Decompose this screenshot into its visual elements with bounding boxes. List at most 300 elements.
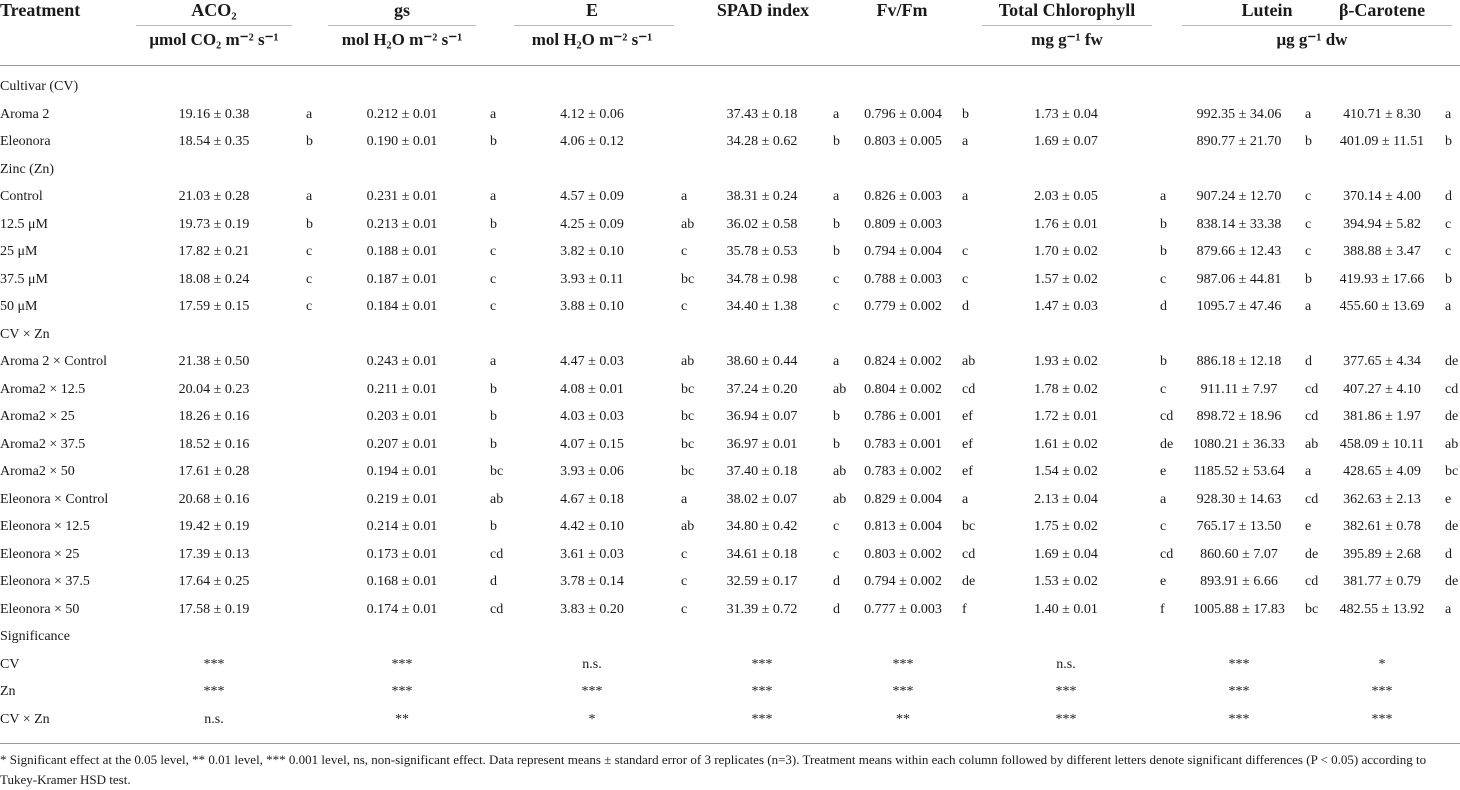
cell-gs-letter: b	[490, 216, 497, 232]
cell-e-value: 4.25 ± 0.09	[560, 216, 624, 232]
cell-fvfm-letter: f	[962, 601, 967, 617]
header-e: E	[585, 0, 599, 20]
cell-aco2-letter: a	[306, 106, 313, 122]
cell-gs-value: 0.187 ± 0.01	[366, 271, 438, 287]
row-label: CV	[0, 656, 20, 672]
cell-gs-value: 0.212 ± 0.01	[366, 106, 438, 122]
cell-spad-value: 37.40 ± 0.18	[726, 464, 798, 479]
unit-lutein-carotene: μg g⁻¹ dw	[1276, 30, 1348, 49]
cell-gs-letter: b	[490, 519, 497, 534]
cell-spad-value: 31.39 ± 0.72	[726, 601, 798, 617]
cell-chl-value: 1.57 ± 0.02	[1034, 271, 1098, 287]
cell-gs-value: 0.211 ± 0.01	[366, 381, 438, 397]
cell-gs-value: 0.207 ± 0.01	[366, 436, 438, 452]
cell-gs-value: 0.174 ± 0.01	[366, 601, 438, 617]
cell-chl-value: 1.73 ± 0.04	[1034, 106, 1098, 122]
cell-spad-letter: d	[833, 574, 840, 589]
cell-e-letter: bc	[681, 381, 695, 397]
cell-spad-value: 36.97 ± 0.01	[726, 436, 798, 452]
cell-gs-letter: b	[490, 409, 497, 424]
cell-spad-significance: ***	[751, 684, 773, 699]
cell-spad-significance: ***	[751, 656, 773, 672]
cell-gs-value: 0.190 ± 0.01	[366, 134, 438, 149]
cell-gs-letter: a	[490, 106, 497, 122]
cell-spad-letter: b	[833, 436, 840, 452]
cell-gs-value: 0.173 ± 0.01	[366, 546, 438, 562]
cell-spad-letter: b	[833, 409, 840, 424]
cell-chl-value: 1.78 ± 0.02	[1034, 381, 1098, 397]
cell-lutein-value: 765.17 ± 13.50	[1196, 519, 1282, 534]
cell-fvfm-value: 0.803 ± 0.005	[864, 134, 942, 149]
cell-e-value: 4.12 ± 0.06	[560, 106, 624, 122]
cell-carotene-value: 458.09 ± 10.11	[1339, 436, 1425, 452]
row-label: CV × Zn	[0, 711, 50, 727]
cell-gs-value: 0.168 ± 0.01	[366, 574, 438, 589]
row-label: 50 μM	[0, 299, 38, 314]
cell-fvfm-value: 0.829 ± 0.004	[864, 491, 942, 507]
cell-fvfm-letter: de	[962, 574, 976, 589]
cell-gs-letter: b	[490, 381, 497, 397]
cell-lutein-letter: c	[1305, 244, 1312, 259]
cell-fvfm-value: 0.779 ± 0.002	[864, 299, 942, 314]
row-label: Aroma2 × 25	[0, 409, 75, 424]
cell-e-significance: ***	[581, 684, 603, 699]
cell-e-letter: c	[681, 546, 688, 562]
cell-lutein-letter: d	[1305, 354, 1312, 369]
cell-lutein-letter: c	[1305, 189, 1312, 204]
cell-e-value: 4.47 ± 0.03	[560, 354, 624, 369]
cell-aco2-significance: ***	[203, 656, 225, 672]
header-gs: gs	[393, 0, 411, 20]
cell-gs-letter: c	[490, 299, 497, 314]
cell-gs-significance: ***	[391, 684, 413, 699]
row-label: Aroma2 × 37.5	[0, 436, 86, 452]
cell-gs-letter: cd	[490, 601, 504, 617]
cell-spad-letter: ab	[833, 381, 847, 397]
header-underline-gs	[328, 25, 476, 26]
cell-spad-letter: a	[833, 189, 840, 204]
cell-chl-letter: c	[1160, 271, 1167, 287]
cell-lutein-letter: a	[1305, 106, 1312, 122]
cell-chl-letter: c	[1160, 381, 1167, 397]
cell-aco2-letter: c	[306, 271, 313, 287]
cell-carotene-value: 428.65 ± 4.09	[1343, 464, 1421, 479]
cell-e-value: 4.67 ± 0.18	[560, 491, 624, 507]
group-heading: Zinc (Zn)	[0, 161, 55, 177]
cell-gs-letter: a	[490, 189, 497, 204]
cell-spad-value: 34.40 ± 1.38	[726, 299, 798, 314]
cell-spad-letter: a	[833, 106, 840, 122]
cell-spad-value: 35.78 ± 0.53	[726, 244, 798, 259]
cell-fvfm-value: 0.794 ± 0.002	[864, 574, 942, 589]
cell-e-value: 3.93 ± 0.11	[560, 271, 624, 287]
cell-gs-value: 0.194 ± 0.01	[366, 464, 438, 479]
cell-chl-letter: b	[1160, 216, 1167, 232]
cell-e-value: 3.61 ± 0.03	[560, 546, 624, 562]
cell-e-letter: a	[681, 189, 688, 204]
cell-e-value: 4.57 ± 0.09	[560, 189, 624, 204]
cell-carotene-letter: bc	[1445, 464, 1459, 479]
cell-fvfm-value: 0.786 ± 0.001	[864, 409, 942, 424]
cell-e-letter: c	[681, 299, 688, 314]
cell-chl-letter: d	[1160, 299, 1167, 314]
cell-spad-letter: ab	[833, 491, 847, 507]
cell-aco2-letter: b	[306, 216, 313, 232]
cell-gs-value: 0.214 ± 0.01	[366, 519, 438, 534]
row-label: Eleonora × 25	[0, 546, 80, 562]
cell-aco2-value: 18.52 ± 0.16	[178, 436, 250, 452]
cell-aco2-value: 18.08 ± 0.24	[178, 271, 250, 287]
cell-chl-value: 1.69 ± 0.07	[1034, 134, 1098, 149]
cell-carotene-value: 377.65 ± 4.34	[1343, 354, 1421, 369]
cell-carotene-letter: d	[1445, 189, 1452, 204]
cell-carotene-letter: b	[1445, 134, 1452, 149]
row-label: Eleonora × 37.5	[0, 574, 90, 589]
cell-aco2-value: 18.54 ± 0.35	[178, 134, 250, 149]
cell-fvfm-letter: a	[962, 189, 969, 204]
cell-fvfm-significance: **	[896, 711, 910, 727]
cell-fvfm-value: 0.777 ± 0.003	[864, 601, 942, 617]
cell-chl-letter: f	[1160, 601, 1165, 617]
cell-e-letter: ab	[681, 354, 695, 369]
cell-e-value: 4.06 ± 0.12	[560, 134, 624, 149]
cell-gs-letter: a	[490, 354, 497, 369]
cell-carotene-value: 388.88 ± 3.47	[1343, 244, 1421, 259]
cell-gs-letter: b	[490, 436, 497, 452]
cell-spad-value: 38.60 ± 0.44	[726, 354, 798, 369]
cell-lutein-value: 860.60 ± 7.07	[1200, 546, 1278, 562]
cell-aco2-value: 20.04 ± 0.23	[178, 381, 250, 397]
cell-fvfm-value: 0.783 ± 0.001	[864, 436, 942, 452]
unit-chl: mg g⁻¹ fw	[1031, 30, 1103, 49]
unit-e: mol H₂O m⁻² s⁻¹	[531, 30, 653, 49]
cell-aco2-value: 17.64 ± 0.25	[178, 574, 250, 589]
cell-fvfm-value: 0.783 ± 0.002	[864, 464, 942, 479]
cell-aco2-value: 17.58 ± 0.19	[178, 601, 250, 617]
cell-chl-value: 2.03 ± 0.05	[1034, 189, 1098, 204]
cell-aco2-value: 19.73 ± 0.19	[178, 216, 250, 232]
cell-chl-significance: ***	[1055, 711, 1077, 727]
cell-carotene-letter: ab	[1445, 436, 1459, 452]
group-heading: Significance	[0, 629, 70, 644]
cell-e-letter: bc	[681, 409, 695, 424]
cell-carotene-letter: e	[1445, 491, 1452, 507]
cell-chl-value: 2.13 ± 0.04	[1034, 491, 1098, 507]
cell-e-value: 4.03 ± 0.03	[560, 409, 624, 424]
cell-e-value: 4.08 ± 0.01	[560, 381, 624, 397]
cell-lutein-significance: ***	[1228, 684, 1250, 699]
cell-lutein-value: 890.77 ± 21.70	[1196, 134, 1282, 149]
cell-e-letter: ab	[681, 519, 695, 534]
cell-gs-significance: **	[395, 711, 409, 727]
cell-lutein-letter: cd	[1305, 491, 1319, 507]
cell-fvfm-value: 0.804 ± 0.002	[864, 381, 942, 397]
cell-carotene-value: 407.27 ± 4.10	[1343, 381, 1421, 397]
cell-lutein-value: 911.11 ± 7.97	[1200, 381, 1278, 397]
cell-carotene-letter: a	[1445, 299, 1452, 314]
cell-fvfm-value: 0.824 ± 0.002	[864, 354, 942, 369]
cell-gs-letter: bc	[490, 464, 504, 479]
cell-fvfm-letter: d	[962, 299, 969, 314]
cell-fvfm-significance: ***	[892, 656, 914, 672]
cell-chl-significance: ***	[1055, 684, 1077, 699]
cell-e-letter: ab	[681, 216, 695, 232]
cell-e-letter: bc	[681, 464, 695, 479]
cell-chl-value: 1.69 ± 0.04	[1034, 546, 1098, 562]
cell-carotene-value: 419.93 ± 17.66	[1339, 271, 1425, 287]
cell-lutein-value: 898.72 ± 18.96	[1196, 409, 1282, 424]
cell-gs-value: 0.203 ± 0.01	[366, 409, 438, 424]
cell-gs-value: 0.243 ± 0.01	[366, 354, 438, 369]
header-aco2: ACO₂	[191, 0, 237, 20]
cell-spad-value: 38.31 ± 0.24	[726, 189, 798, 204]
cell-lutein-value: 1080.21 ± 36.33	[1193, 436, 1285, 452]
footnote-rule	[0, 743, 1460, 744]
cell-chl-value: 1.40 ± 0.01	[1034, 601, 1098, 617]
cell-lutein-value: 1185.52 ± 53.64	[1193, 464, 1285, 479]
cell-chl-letter: e	[1160, 574, 1167, 589]
cell-e-letter: bc	[681, 436, 695, 452]
cell-aco2-value: 17.59 ± 0.15	[178, 299, 250, 314]
cell-chl-letter: b	[1160, 354, 1167, 369]
cell-lutein-value: 987.06 ± 44.81	[1196, 271, 1282, 287]
cell-gs-letter: ab	[490, 491, 504, 507]
cell-fvfm-letter: cd	[962, 546, 976, 562]
cell-aco2-significance: ***	[203, 684, 225, 699]
cell-chl-value: 1.54 ± 0.02	[1034, 464, 1098, 479]
cell-lutein-letter: b	[1305, 134, 1312, 149]
footnote: * Significant effect at the 0.05 level, ** 0.01 level, *** 0.001 level, ns, non-significant effect. Data represent means ± standard error of 3 replicates (n=3). Treatment means within each column followed by different letters denote significant differences (P < 0.05) according to Tukey-Kramer HSD test.	[0, 752, 1427, 787]
row-label: Aroma 2 × Control	[0, 354, 108, 369]
cell-spad-value: 34.61 ± 0.18	[726, 546, 798, 562]
row-label: Eleonora	[0, 134, 51, 149]
cell-carotene-value: 362.63 ± 2.13	[1343, 491, 1421, 507]
cell-gs-value: 0.188 ± 0.01	[366, 244, 438, 259]
cell-carotene-value: 381.86 ± 1.97	[1343, 409, 1421, 424]
cell-carotene-value: 455.60 ± 13.69	[1339, 299, 1425, 314]
cell-carotene-letter: de	[1445, 574, 1459, 589]
cell-spad-letter: c	[833, 271, 840, 287]
cell-fvfm-value: 0.826 ± 0.003	[864, 189, 942, 204]
cell-aco2-value: 17.82 ± 0.21	[178, 244, 250, 259]
header-total-chlorophyll: Total Chlorophyll	[998, 0, 1136, 20]
header-underline-lut-car	[1182, 25, 1452, 26]
cell-fvfm-letter: ef	[962, 409, 973, 424]
cell-gs-letter: b	[490, 134, 497, 149]
cell-carotene-letter: c	[1445, 244, 1452, 259]
cell-spad-value: 36.02 ± 0.58	[726, 216, 798, 232]
cell-aco2-letter: a	[306, 189, 313, 204]
cell-e-value: 4.07 ± 0.15	[560, 436, 624, 452]
cell-spad-letter: a	[833, 354, 840, 369]
cell-lutein-value: 928.30 ± 14.63	[1196, 491, 1282, 507]
cell-gs-letter: cd	[490, 546, 504, 562]
cell-carotene-value: 382.61 ± 0.78	[1343, 519, 1421, 534]
cell-carotene-significance: ***	[1371, 684, 1393, 699]
cell-lutein-value: 1005.88 ± 17.83	[1193, 601, 1285, 617]
cell-chl-value: 1.70 ± 0.02	[1034, 244, 1098, 259]
header-underline-aco2	[136, 25, 292, 26]
cell-lutein-letter: e	[1305, 519, 1312, 534]
cell-e-value: 3.88 ± 0.10	[560, 299, 624, 314]
header-bottom-rule	[0, 65, 1460, 66]
cell-lutein-letter: c	[1305, 216, 1312, 232]
cell-carotene-value: 381.77 ± 0.79	[1343, 574, 1421, 589]
cell-chl-value: 1.47 ± 0.03	[1034, 299, 1098, 314]
cell-lutein-value: 1095.7 ± 47.46	[1196, 299, 1282, 314]
cell-fvfm-letter: ef	[962, 464, 973, 479]
cell-gs-letter: c	[490, 271, 497, 287]
row-label: Eleonora × Control	[0, 491, 109, 507]
cell-chl-letter: e	[1160, 464, 1167, 479]
cell-carotene-letter: de	[1445, 519, 1459, 534]
cell-lutein-letter: a	[1305, 464, 1312, 479]
header-beta-carotene: β-Carotene	[1338, 0, 1426, 20]
cell-lutein-letter: a	[1305, 299, 1312, 314]
cell-chl-letter: de	[1160, 436, 1174, 452]
cell-chl-value: 1.72 ± 0.01	[1034, 409, 1098, 424]
cell-spad-letter: b	[833, 216, 840, 232]
cell-gs-value: 0.213 ± 0.01	[366, 216, 438, 232]
cell-aco2-value: 17.61 ± 0.28	[178, 464, 250, 479]
cell-spad-value: 34.80 ± 0.42	[726, 519, 798, 534]
cell-spad-value: 36.94 ± 0.07	[726, 409, 798, 424]
cell-carotene-value: 410.71 ± 8.30	[1343, 106, 1421, 122]
cell-chl-letter: b	[1160, 244, 1167, 259]
cell-fvfm-value: 0.813 ± 0.004	[864, 519, 942, 534]
cell-gs-value: 0.231 ± 0.01	[366, 189, 438, 204]
cell-lutein-letter: de	[1305, 546, 1319, 562]
cell-lutein-value: 838.14 ± 33.38	[1196, 216, 1282, 232]
cell-lutein-value: 893.91 ± 6.66	[1200, 574, 1278, 589]
cell-e-letter: a	[681, 491, 688, 507]
cell-carotene-letter: d	[1445, 546, 1452, 562]
cell-lutein-value: 886.18 ± 12.18	[1196, 354, 1282, 369]
cell-carotene-value: 482.55 ± 13.92	[1339, 601, 1425, 617]
cell-carotene-letter: de	[1445, 409, 1459, 424]
cell-fvfm-letter: cd	[962, 381, 976, 397]
row-label: Aroma2 × 50	[0, 464, 75, 479]
cell-chl-letter: c	[1160, 519, 1167, 534]
cell-chl-value: 1.53 ± 0.02	[1034, 574, 1098, 589]
cell-carotene-value: 395.89 ± 2.68	[1343, 546, 1421, 562]
header-spad: SPAD index	[716, 0, 810, 20]
cell-carotene-letter: a	[1445, 601, 1452, 617]
header-fvfm: Fv/Fm	[876, 0, 928, 20]
cell-spad-letter: c	[833, 299, 840, 314]
cell-carotene-value: 394.94 ± 5.82	[1343, 216, 1421, 232]
header-underline-chl	[982, 25, 1152, 26]
cell-fvfm-letter: ef	[962, 436, 973, 452]
cell-carotene-letter: b	[1445, 271, 1452, 287]
cell-spad-letter: b	[833, 134, 840, 149]
cell-e-letter: bc	[681, 271, 695, 287]
cell-spad-letter: b	[833, 244, 840, 259]
cell-carotene-letter: a	[1445, 106, 1452, 122]
cell-lutein-value: 879.66 ± 12.43	[1196, 244, 1282, 259]
cell-chl-value: 1.93 ± 0.02	[1034, 354, 1098, 369]
cell-aco2-value: 21.38 ± 0.50	[178, 354, 250, 369]
unit-gs: mol H₂O m⁻² s⁻¹	[341, 30, 463, 49]
cell-spad-value: 34.78 ± 0.98	[726, 271, 798, 287]
cell-gs-significance: ***	[391, 656, 413, 672]
cell-fvfm-letter: bc	[962, 519, 976, 534]
cell-fvfm-significance: ***	[892, 684, 914, 699]
header-lutein: Lutein	[1241, 0, 1293, 20]
cell-aco2-letter: b	[306, 134, 313, 149]
cell-spad-value: 37.24 ± 0.20	[726, 381, 798, 397]
row-label: 25 μM	[0, 244, 38, 259]
cell-chl-significance: n.s.	[1056, 656, 1076, 672]
cell-lutein-letter: cd	[1305, 409, 1319, 424]
cell-lutein-letter: cd	[1305, 381, 1319, 397]
cell-e-value: 3.93 ± 0.06	[560, 464, 624, 479]
row-label: 37.5 μM	[0, 271, 48, 287]
row-label: Zn	[0, 684, 16, 699]
group-heading: CV × Zn	[0, 326, 50, 342]
cell-spad-letter: d	[833, 601, 840, 617]
cell-fvfm-letter: c	[962, 271, 969, 287]
cell-aco2-value: 19.42 ± 0.19	[178, 519, 250, 534]
cell-e-letter: c	[681, 574, 688, 589]
cell-lutein-significance: ***	[1228, 711, 1250, 727]
cell-aco2-value: 17.39 ± 0.13	[178, 546, 250, 562]
cell-e-letter: c	[681, 601, 688, 617]
row-label: Eleonora × 12.5	[0, 519, 90, 534]
cell-aco2-value: 20.68 ± 0.16	[178, 491, 250, 507]
header-treatment: Treatment	[0, 0, 81, 20]
cell-spad-value: 34.28 ± 0.62	[726, 134, 798, 149]
cell-fvfm-letter: c	[962, 244, 969, 259]
cell-aco2-significance: n.s.	[204, 711, 224, 727]
cell-carotene-letter: c	[1445, 216, 1452, 232]
cell-fvfm-letter: ab	[962, 354, 976, 369]
cell-chl-value: 1.61 ± 0.02	[1034, 436, 1098, 452]
cell-lutein-significance: ***	[1228, 656, 1250, 672]
cell-fvfm-value: 0.796 ± 0.004	[864, 106, 942, 122]
cell-aco2-letter: c	[306, 299, 313, 314]
cell-spad-letter: c	[833, 546, 840, 562]
unit-aco2: μmol CO₂ m⁻² s⁻¹	[149, 30, 279, 49]
cell-gs-value: 0.184 ± 0.01	[366, 299, 438, 314]
cell-fvfm-value: 0.803 ± 0.002	[864, 546, 942, 562]
cell-fvfm-letter: a	[962, 134, 969, 149]
cell-lutein-value: 992.35 ± 34.06	[1196, 106, 1282, 122]
cell-spad-letter: ab	[833, 464, 847, 479]
cell-spad-significance: ***	[751, 711, 773, 727]
cell-spad-letter: c	[833, 519, 840, 534]
cell-lutein-letter: bc	[1305, 601, 1319, 617]
cell-spad-value: 37.43 ± 0.18	[726, 106, 798, 122]
cell-aco2-value: 18.26 ± 0.16	[178, 409, 250, 424]
cell-lutein-value: 907.24 ± 12.70	[1196, 189, 1282, 204]
cell-fvfm-letter: a	[962, 491, 969, 507]
cell-aco2-value: 19.16 ± 0.38	[178, 106, 250, 122]
cell-carotene-value: 370.14 ± 4.00	[1343, 189, 1421, 204]
cell-fvfm-value: 0.794 ± 0.004	[864, 244, 942, 259]
cell-e-value: 4.42 ± 0.10	[560, 519, 624, 534]
cell-chl-value: 1.75 ± 0.02	[1034, 519, 1098, 534]
cell-fvfm-value: 0.809 ± 0.003	[864, 216, 942, 232]
cell-chl-letter: a	[1160, 189, 1167, 204]
cell-chl-letter: cd	[1160, 546, 1174, 562]
cell-carotene-letter: de	[1445, 354, 1459, 369]
cell-lutein-letter: b	[1305, 271, 1312, 287]
row-label: Eleonora × 50	[0, 601, 80, 617]
cell-aco2-value: 21.03 ± 0.28	[178, 189, 250, 204]
cell-carotene-significance: *	[1378, 656, 1386, 672]
cell-e-value: 3.78 ± 0.14	[560, 574, 624, 589]
